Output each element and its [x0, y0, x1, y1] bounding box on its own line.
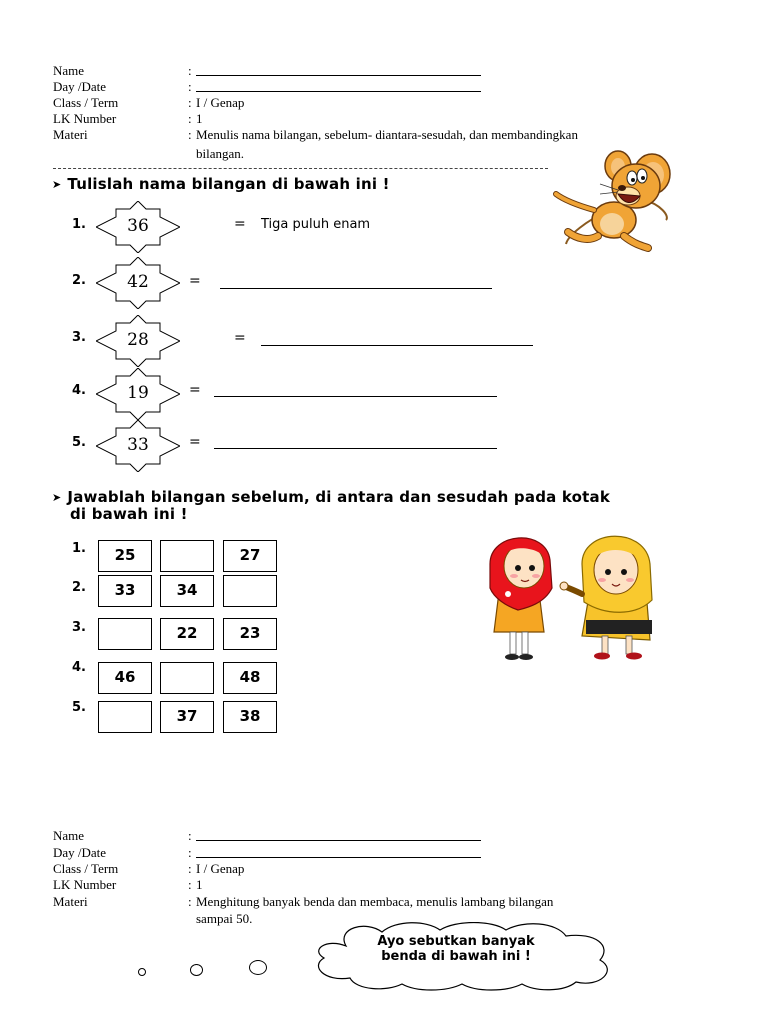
name-label: Name: [53, 828, 85, 843]
materi-label: Materi: [53, 127, 88, 142]
materi-value: Menulis nama bilangan, sebelum- diantara-sesudah, dan membandingkan: [196, 127, 578, 142]
dashed-divider: [53, 168, 548, 169]
lk-label: LK Number: [53, 877, 117, 892]
star-number-badge: [96, 257, 180, 309]
number-box[interactable]: [98, 701, 152, 733]
equals-sign: =: [189, 273, 201, 289]
item-number: 2.: [72, 273, 86, 288]
number-box: 23: [223, 618, 277, 650]
cloud-text-line1: Ayo sebutkan banyak: [377, 934, 535, 949]
star-number-value: 19: [127, 383, 149, 403]
answer-line[interactable]: [214, 448, 497, 449]
item-number: 5.: [72, 435, 86, 450]
star-number-badge: [96, 201, 180, 253]
equals-sign: =: [189, 382, 201, 398]
lk-value: 1: [196, 111, 203, 126]
two-girls-hijab-illustration: [486, 524, 666, 666]
equals-sign: =: [189, 434, 201, 450]
row-number: 2.: [72, 580, 86, 595]
row-number: 5.: [72, 700, 86, 715]
star-number-value: 36: [127, 216, 149, 236]
date-line[interactable]: [196, 857, 481, 858]
section2-heading-cont: di bawah ini !: [70, 505, 188, 523]
equals-sign: =: [234, 216, 246, 232]
item-number: 1.: [72, 217, 86, 232]
number-box: 27: [223, 540, 277, 572]
row-number: 3.: [72, 620, 86, 635]
arrow-bullet-icon: ➤: [52, 491, 62, 504]
answer-text: Tiga puluh enam: [261, 217, 371, 232]
answer-line[interactable]: [261, 345, 533, 346]
section2-heading: ➤ Jawablah bilangan sebelum, di antara dan sesudah pada kotak: [52, 488, 611, 506]
cloud-text-line2: benda di bawah ini !: [381, 949, 531, 964]
arrow-bullet-icon: ➤: [52, 178, 62, 191]
number-box[interactable]: [160, 662, 214, 694]
star-number-badge: [96, 420, 180, 472]
number-box: 22: [160, 618, 214, 650]
cartoon-mouse-illustration: [548, 140, 676, 254]
class-value: I / Genap: [196, 861, 245, 876]
name-label: Name: [53, 63, 85, 78]
materi-value: Menghitung banyak benda dan membaca, menulis lambang bilangan: [196, 894, 554, 909]
star-number-badge: [96, 315, 180, 367]
materi-value-cont: sampai 50.: [196, 911, 253, 926]
date-label: Day /Date: [53, 79, 107, 94]
lk-label: LK Number: [53, 111, 117, 126]
number-box: 37: [160, 701, 214, 733]
date-line[interactable]: [196, 91, 481, 92]
thought-cloud: [306, 922, 626, 992]
equals-sign: =: [234, 330, 246, 346]
number-box: 38: [223, 701, 277, 733]
materi-value-cont: bilangan.: [196, 146, 245, 161]
date-label: Day /Date: [53, 845, 107, 860]
section1-heading: ➤ Tulislah nama bilangan di bawah ini !: [52, 175, 390, 193]
thought-bubble-dot: [190, 964, 203, 976]
star-number-value: 28: [127, 330, 149, 350]
star-number-value: 33: [127, 435, 149, 455]
class-label: Class / Term: [53, 95, 119, 110]
number-box: 46: [98, 662, 152, 694]
star-number-badge: [96, 368, 180, 420]
item-number: 3.: [72, 330, 86, 345]
number-box: 48: [223, 662, 277, 694]
number-box: 33: [98, 575, 152, 607]
name-line[interactable]: [196, 75, 481, 76]
thought-bubble-dot: [249, 960, 267, 975]
row-number: 4.: [72, 660, 86, 675]
item-number: 4.: [72, 383, 86, 398]
number-box: 25: [98, 540, 152, 572]
name-line[interactable]: [196, 840, 481, 841]
class-label: Class / Term: [53, 861, 119, 876]
number-box: 34: [160, 575, 214, 607]
answer-line[interactable]: [220, 288, 492, 289]
row-number: 1.: [72, 541, 86, 556]
number-box[interactable]: [223, 575, 277, 607]
answer-line[interactable]: [214, 396, 497, 397]
number-box[interactable]: [98, 618, 152, 650]
star-number-value: 42: [127, 272, 149, 292]
materi-label: Materi: [53, 894, 88, 909]
lk-value: 1: [196, 877, 203, 892]
thought-bubble-dot: [138, 968, 146, 976]
number-box[interactable]: [160, 540, 214, 572]
class-value: I / Genap: [196, 95, 245, 110]
